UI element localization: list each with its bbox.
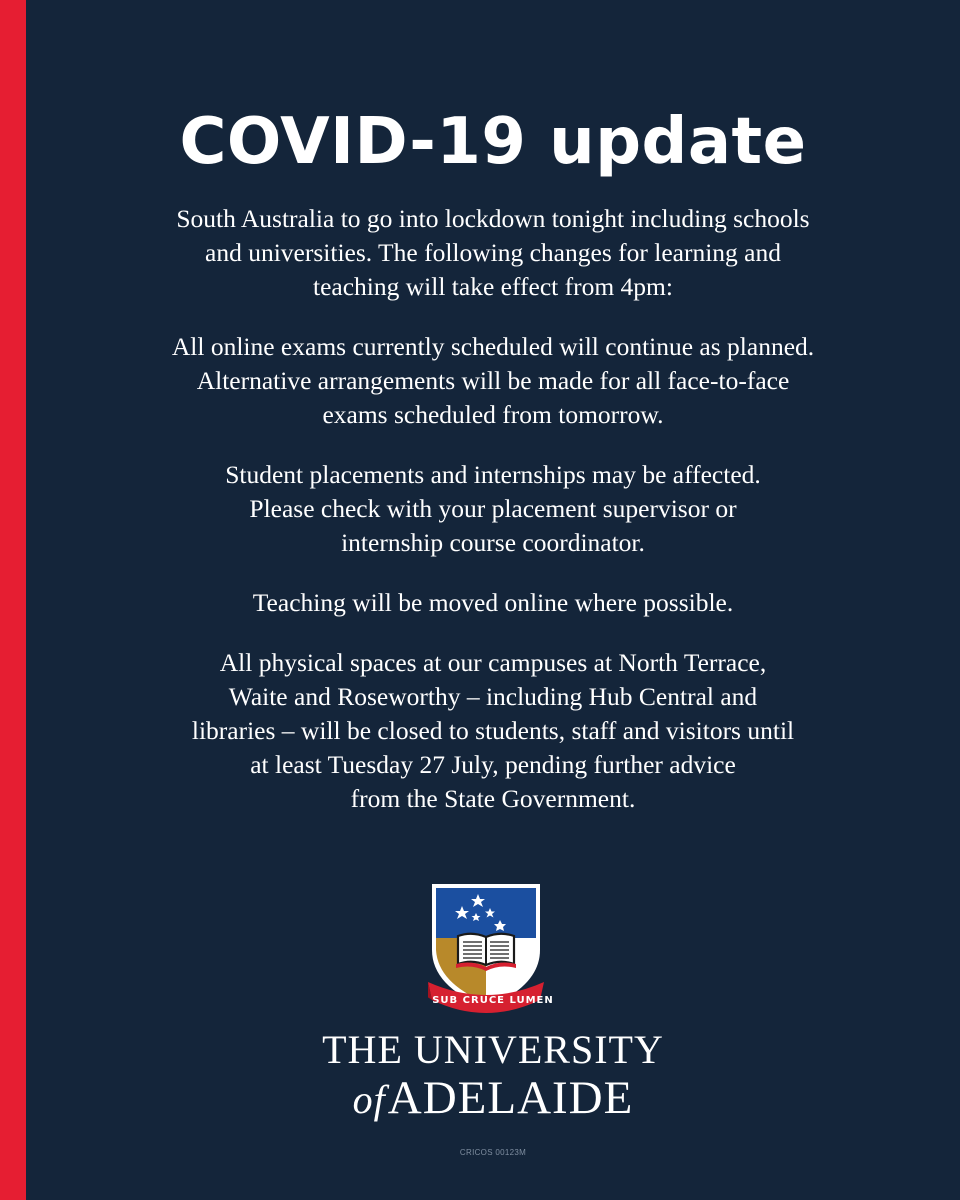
wordmark-line-2 xyxy=(26,1072,960,1126)
accent-bar xyxy=(0,0,26,1200)
announcement xyxy=(26,0,960,1200)
paragraph-exams: All online exams currently scheduled will continue as planned. Alternative arrangements will be made for all face-to-face exams scheduled from tomorrow. xyxy=(171,332,815,429)
cricos-code: CRICOS 00123M xyxy=(459,1148,527,1157)
wordmark-adelaide: ADELAIDE xyxy=(387,1072,634,1124)
wordmark-of: of xyxy=(352,1077,386,1122)
wordmark-line-1: THE UNIVERSITY xyxy=(322,1027,664,1072)
paragraph-placements: Student placements and internships may be affected. Please check with your placement supervisor or internship course coordinator. xyxy=(225,460,761,557)
paragraph-teaching: Teaching will be moved online where possible. xyxy=(252,588,734,617)
crest-motto: SUB CRUCE LUMEN xyxy=(432,995,554,1006)
paragraph-lockdown: South Australia to go into lockdown tonight including schools and universities. The following changes for learning and teaching will take effect from 4pm: xyxy=(176,204,810,301)
paragraph-campuses: All physical spaces at our campuses at North Terrace, Waite and Roseworthy – including Hub Central and libraries – will be closed to students, staff and visitors until at least Tuesday 27 July, pending further advice from the State Government. xyxy=(191,648,795,813)
page-title: COVID-19 update xyxy=(179,105,807,179)
